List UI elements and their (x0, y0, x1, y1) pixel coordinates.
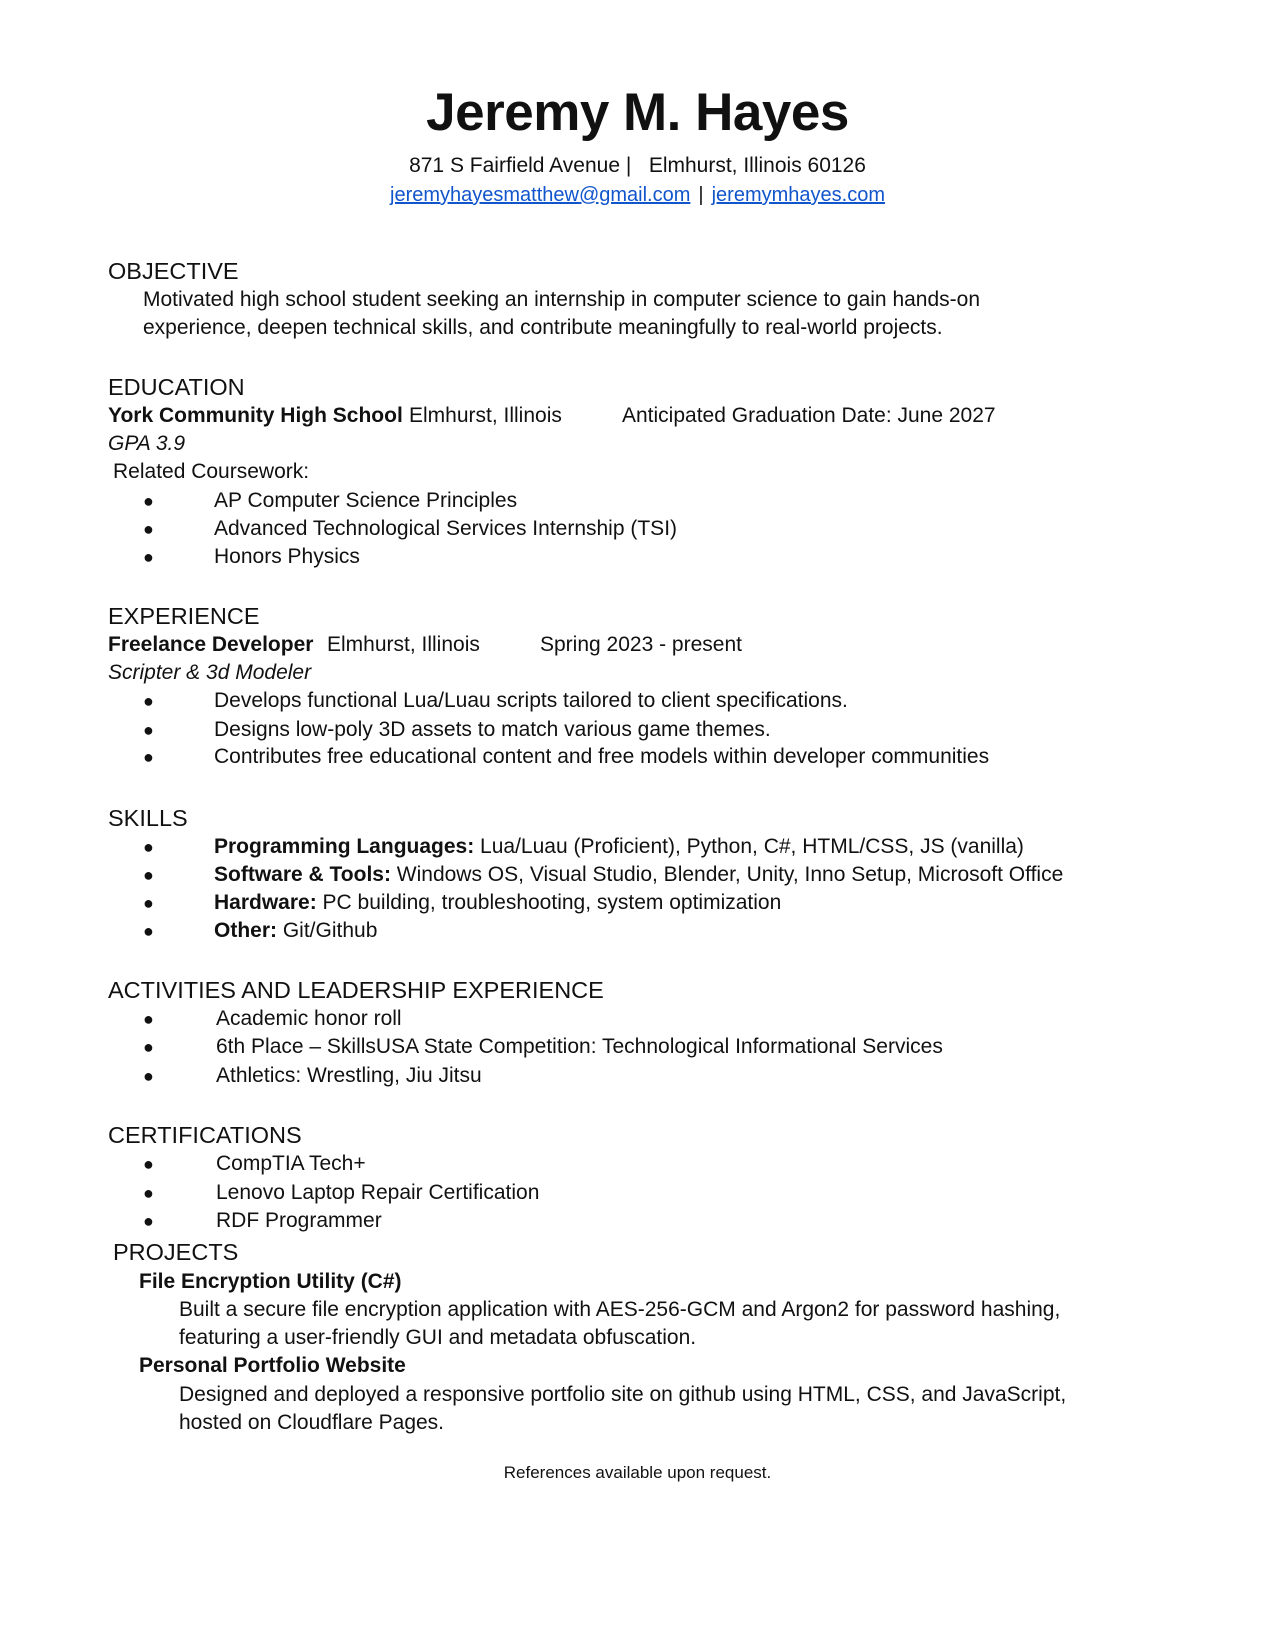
activity-item: Academic honor roll (216, 1007, 402, 1030)
school-name: York Community High School (108, 404, 403, 427)
project-description-line: Designed and deployed a responsive portfolio site on github using HTML, CSS, and JavaScript, (179, 1383, 1067, 1406)
experience-heading: EXPERIENCE (108, 603, 260, 629)
bullet-glyph: ● (143, 921, 154, 941)
bullet-glyph: ● (143, 837, 154, 857)
skill-label: Programming Languages: (214, 835, 475, 858)
project-description-line: hosted on Cloudflare Pages. (179, 1411, 445, 1434)
bullet-glyph: ● (143, 1009, 154, 1029)
bullet-glyph: ● (143, 893, 154, 913)
contact-separator: | (698, 184, 704, 206)
objective-text-line-1: Motivated high school student seeking an internship in computer science to gain hands-on (143, 288, 981, 311)
address-city: Elmhurst, Illinois 60126 (648, 154, 866, 177)
objective-text-line-2: experience, deepen technical skills, and contribute meaningfully to real-world projects. (143, 316, 943, 339)
course-item: Advanced Technological Services Internship (TSI) (214, 517, 678, 540)
course-item: Honors Physics (214, 545, 360, 568)
activity-item: 6th Place – SkillsUSA State Competition: Technological Informational Services (216, 1035, 943, 1058)
course-item: AP Computer Science Principles (214, 489, 518, 512)
bullet-glyph: ● (143, 1183, 154, 1203)
skill-value: Lua/Luau (Proficient), Python, C#, HTML/CSS, JS (vanilla) (474, 835, 1024, 858)
certification-item: RDF Programmer (216, 1209, 382, 1232)
address-street: 871 S Fairfield Avenue | (409, 154, 632, 177)
education-heading: EDUCATION (108, 374, 245, 400)
skill-item (214, 833, 1024, 861)
projects-heading: PROJECTS (113, 1239, 239, 1265)
job-title: Freelance Developer (108, 633, 314, 656)
skill-item (214, 889, 781, 917)
bullet-glyph: ● (143, 691, 154, 711)
bullet-glyph: ● (143, 1154, 154, 1174)
coursework-label: Related Coursework: (113, 460, 310, 483)
bullet-glyph: ● (143, 1037, 154, 1057)
activities-heading: ACTIVITIES AND LEADERSHIP EXPERIENCE (108, 977, 604, 1003)
email-link[interactable]: jeremyhayesmatthew@gmail.com (390, 184, 691, 206)
skills-heading: SKILLS (108, 805, 188, 831)
website-link[interactable]: jeremymhayes.com (711, 184, 885, 206)
skill-value: PC building, troubleshooting, system optimization (316, 891, 782, 914)
certifications-heading: CERTIFICATIONS (108, 1122, 302, 1148)
project-title: File Encryption Utility (C#) (139, 1270, 402, 1293)
contact-line (0, 182, 1275, 208)
school-location: Elmhurst, Illinois (409, 404, 562, 427)
skill-item (214, 917, 377, 945)
job-dates: Spring 2023 - present (540, 633, 742, 656)
project-description-line: Built a secure file encryption application with AES-256-GCM and Argon2 for password hashing, (179, 1298, 1061, 1321)
skill-label: Hardware: (214, 891, 317, 914)
skill-value: Git/Github (277, 919, 378, 942)
experience-item: Designs low-poly 3D assets to match various game themes. (214, 718, 771, 741)
bullet-glyph: ● (143, 720, 154, 740)
skill-label: Software & Tools: (214, 863, 391, 886)
skill-label: Other: (214, 919, 277, 942)
bullet-glyph: ● (143, 547, 154, 567)
job-location: Elmhurst, Illinois (327, 633, 480, 656)
candidate-name: Jeremy M. Hayes (426, 83, 849, 142)
experience-item: Develops functional Lua/Luau scripts tailored to client specifications. (214, 689, 848, 712)
bullet-glyph: ● (143, 491, 154, 511)
certification-item: CompTIA Tech+ (216, 1152, 366, 1175)
references-note: References available upon request. (503, 1463, 772, 1482)
activity-item: Athletics: Wrestling, Jiu Jitsu (216, 1064, 482, 1087)
graduation-date: Anticipated Graduation Date: June 2027 (622, 404, 996, 427)
certification-item: Lenovo Laptop Repair Certification (216, 1181, 540, 1204)
gpa: GPA 3.9 (108, 432, 186, 455)
project-title: Personal Portfolio Website (139, 1354, 406, 1377)
bullet-glyph: ● (143, 519, 154, 539)
bullet-glyph: ● (143, 1211, 154, 1231)
experience-item: Contributes free educational content and free models within developer communities (214, 745, 990, 768)
bullet-glyph: ● (143, 747, 154, 767)
objective-heading: OBJECTIVE (108, 258, 239, 284)
job-role: Scripter & 3d Modeler (108, 661, 312, 684)
bullet-glyph: ● (143, 865, 154, 885)
skill-item (214, 861, 1063, 889)
project-description-line: featuring a user-friendly GUI and metadata obfuscation. (179, 1326, 697, 1349)
address-line (0, 152, 1275, 180)
skill-value: Windows OS, Visual Studio, Blender, Unity, Inno Setup, Microsoft Office (390, 863, 1064, 886)
bullet-glyph: ● (143, 1066, 154, 1086)
